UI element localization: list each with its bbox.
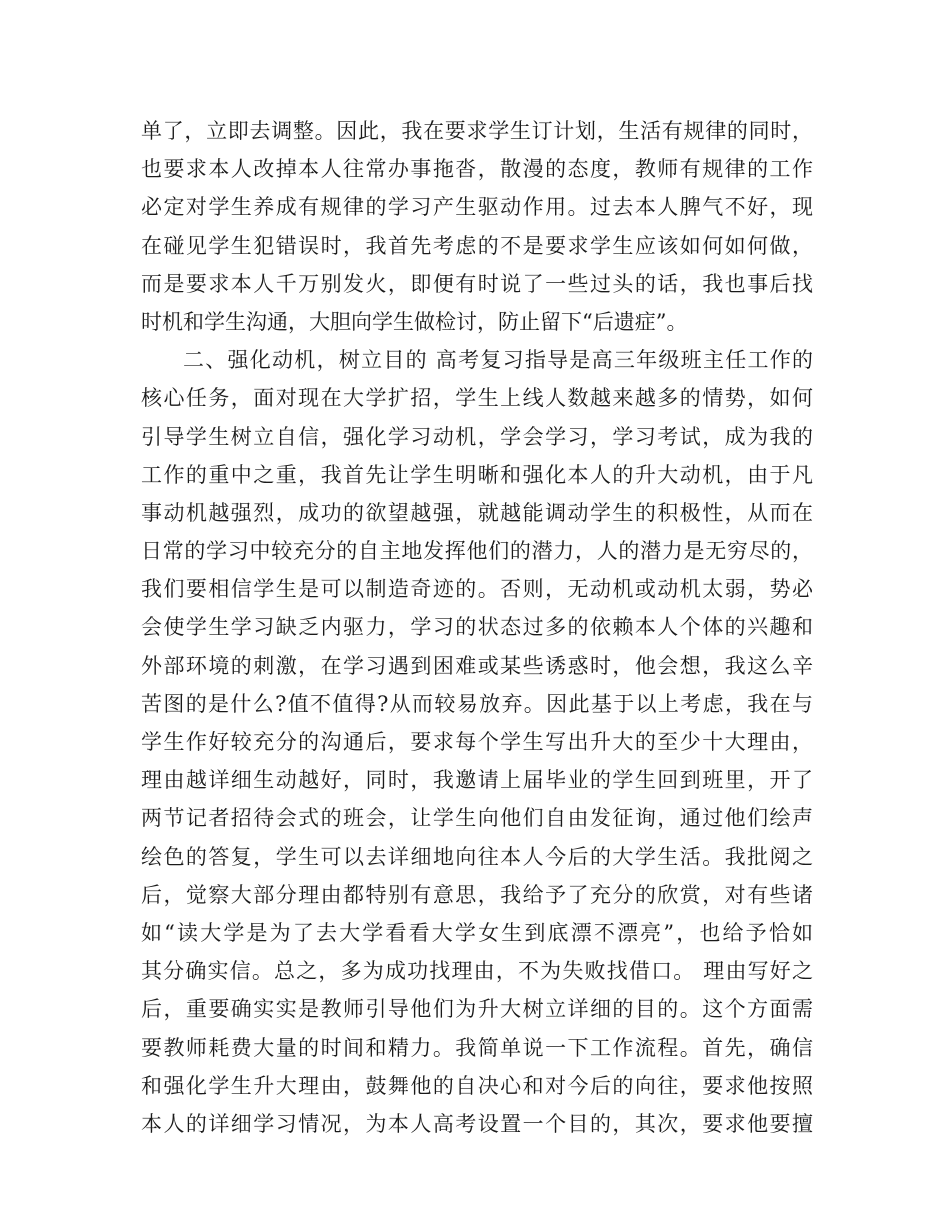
text-line: 时机和学生沟通，大胆向学生做检讨，防止留下“后遗症”。 [141, 309, 688, 334]
text-line: 外部环境的刺激，在学习遇到困难或某些诱惑时，他会想，我这么辛 [141, 653, 813, 678]
text-line: 我们要相信学生是可以制造奇迹的。否则，无动机或动机太弱，势必 [141, 577, 813, 602]
text-line: 其分确实信。总之，多为成功找理由，不为失败找借口。 理由写好之 [141, 959, 813, 984]
body-text [141, 112, 813, 1143]
text-line: 如“读大学是为了去大学看看大学女生到底漂不漂亮”，也给予恰如 [141, 920, 813, 945]
text-line: 在碰见学生犯错误时，我首先考虑的不是要求学生应该如何如何做， [141, 233, 813, 258]
text-line: 必定对学生养成有规律的学习产生驱动作用。过去本人脾气不好，现 [141, 195, 813, 220]
text-line: 要教师耗费大量的时间和精力。我简单说一下工作流程。首先，确信 [141, 1035, 813, 1060]
text-line: 而是要求本人千万别发火，即便有时说了一些过头的话，我也事后找 [141, 271, 813, 296]
paragraph-first-line: 二、强化动机，树立目的 高考复习指导是高三年级班主任工作的 [183, 348, 813, 373]
text-line: 两节记者招待会式的班会，让学生向他们自由发征询，通过他们绘声 [141, 806, 813, 831]
text-line: 苦图的是什么?值不值得?从而较易放弃。因此基于以上考虑，我在与 [141, 691, 813, 716]
text-line: 后，觉察大部分理由都特别有意思，我给予了充分的欣赏，对有些诸 [141, 882, 813, 907]
text-line: 和强化学生升大理由，鼓舞他的自决心和对今后的向往，要求他按照 [141, 1073, 813, 1098]
text-line: 理由越详细生动越好，同时，我邀请上届毕业的学生回到班里，开了 [141, 768, 813, 793]
text-line: 后，重要确实实是教师引导他们为升大树立详细的目的。这个方面需 [141, 997, 813, 1022]
text-line: 日常的学习中较充分的自主地发挥他们的潜力，人的潜力是无穷尽的， [141, 539, 813, 564]
text-line: 事动机越强烈，成功的欲望越强，就越能调动学生的积极性，从而在 [141, 500, 813, 525]
text-line: 会使学生学习缺乏内驱力，学习的状态过多的依赖本人个体的兴趣和 [141, 615, 813, 640]
text-line: 也要求本人改掉本人往常办事拖沓，散漫的态度，教师有规律的工作 [141, 157, 813, 182]
text-line: 学生作好较充分的沟通后，要求每个学生写出升大的至少十大理由， [141, 730, 813, 754]
text-line: 绘色的答复，学生可以去详细地向往本人今后的大学生活。我批阅之 [141, 844, 813, 869]
text-line: 引导学生树立自信，强化学习动机，学会学习，学习考试，成为我的 [141, 424, 813, 449]
text-line: 单了，立即去调整。因此，我在要求学生订计划，生活有规律的同时， [141, 119, 813, 143]
text-line: 工作的重中之重，我首先让学生明晰和强化本人的升大动机，由于凡 [141, 462, 813, 487]
text-line: 核心任务，面对现在大学扩招，学生上线人数越来越多的情势，如何 [141, 386, 813, 411]
text-line: 本人的详细学习情况，为本人高考设置一个目的，其次，要求他要擅 [141, 1111, 813, 1136]
